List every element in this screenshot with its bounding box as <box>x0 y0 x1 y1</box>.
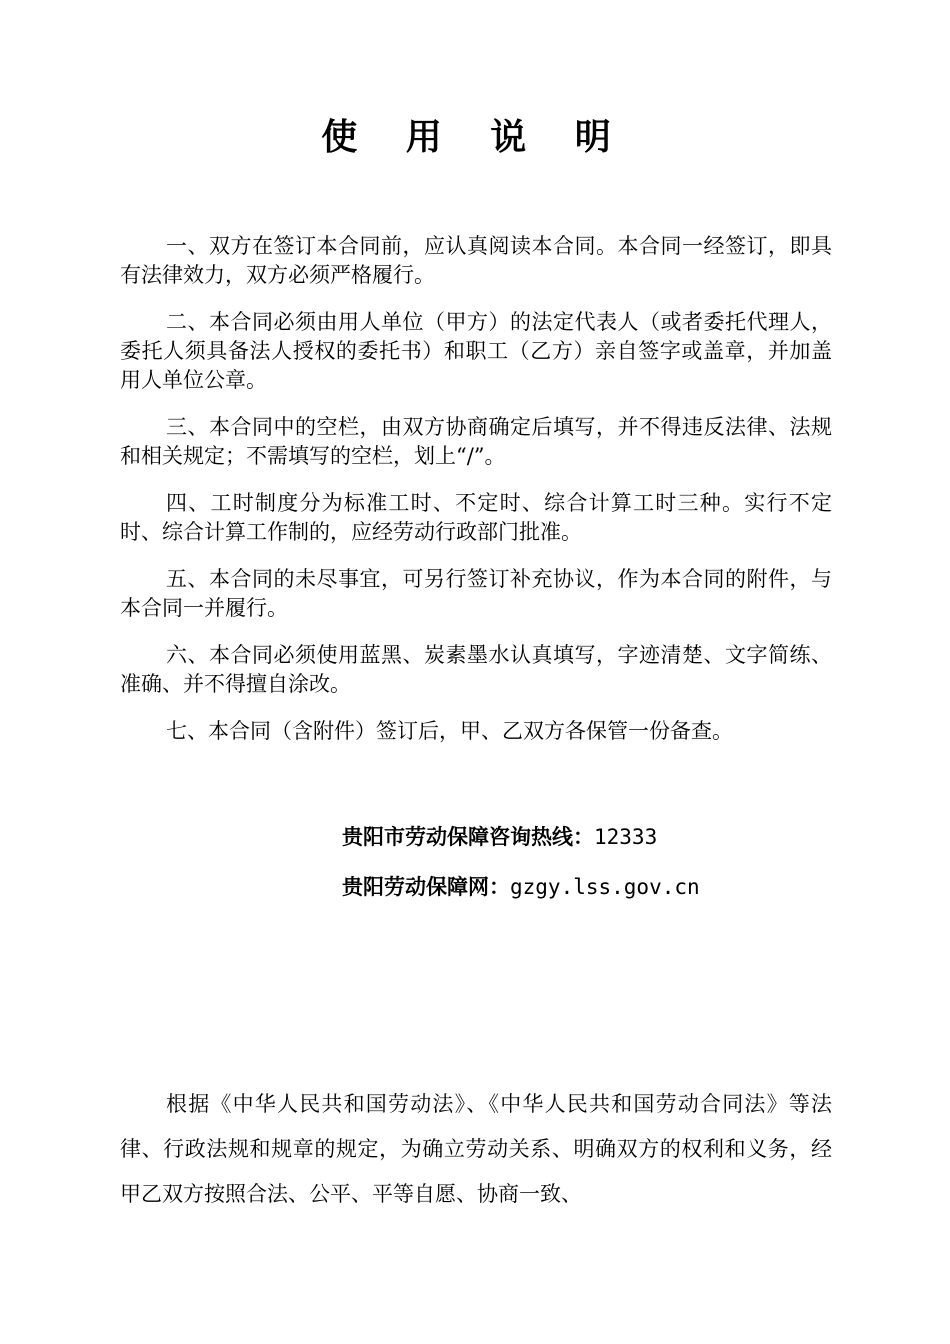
contract-preamble: 根据《中华人民共和国劳动法》、《中华人民共和国劳动合同法》等法律、行政法规和规章的规定，为确立劳动关系、明确双方的权利和义务，经甲乙双方按照合法、公平、平等自愿、协商一致、 <box>120 1092 832 1206</box>
instruction-item: 二、本合同必须由用人单位（甲方）的法定代表人（或者委托代理人，委托人须具备法人授权的委托书）和职工（乙方）亲自签字或盖章，并加盖用人单位公章。 <box>120 310 832 392</box>
page-title: 使 用 说 明 <box>321 117 629 158</box>
hotline-line <box>342 822 657 852</box>
instruction-item: 七、本合同（含附件）签订后，甲、乙双方各保管一份备查。 <box>166 719 733 743</box>
website-url: gzgy.lss.gov.cn <box>510 875 700 899</box>
website-label: 贵阳劳动保障网： <box>342 875 510 899</box>
hotline-number: 12333 <box>594 825 658 849</box>
instruction-item: 六、本合同必须使用蓝黑、炭素墨水认真填写，字迹清楚、文字简练、准确、并不得擅自涂改。 <box>120 643 832 696</box>
instruction-item: 五、本合同的未尽事宜，可另行签订补充协议，作为本合同的附件，与本合同一并履行。 <box>120 567 832 620</box>
instruction-item: 四、工时制度分为标准工时、不定时、综合计算工时三种。实行不定时、综合计算工作制的，应经劳动行政部门批准。 <box>120 491 832 544</box>
instruction-item: 一、双方在签订本合同前，应认真阅读本合同。本合同一经签订，即具有法律效力，双方必须严格履行。 <box>120 234 832 287</box>
hotline-label: 贵阳市劳动保障咨询热线： <box>342 825 594 849</box>
website-line <box>342 872 700 902</box>
instructions-list <box>120 232 832 764</box>
instruction-item: 三、本合同中的空栏，由双方协商确定后填写，并不得违反法律、法规和相关规定；不需填写的空栏，划上“/”。 <box>120 415 832 468</box>
